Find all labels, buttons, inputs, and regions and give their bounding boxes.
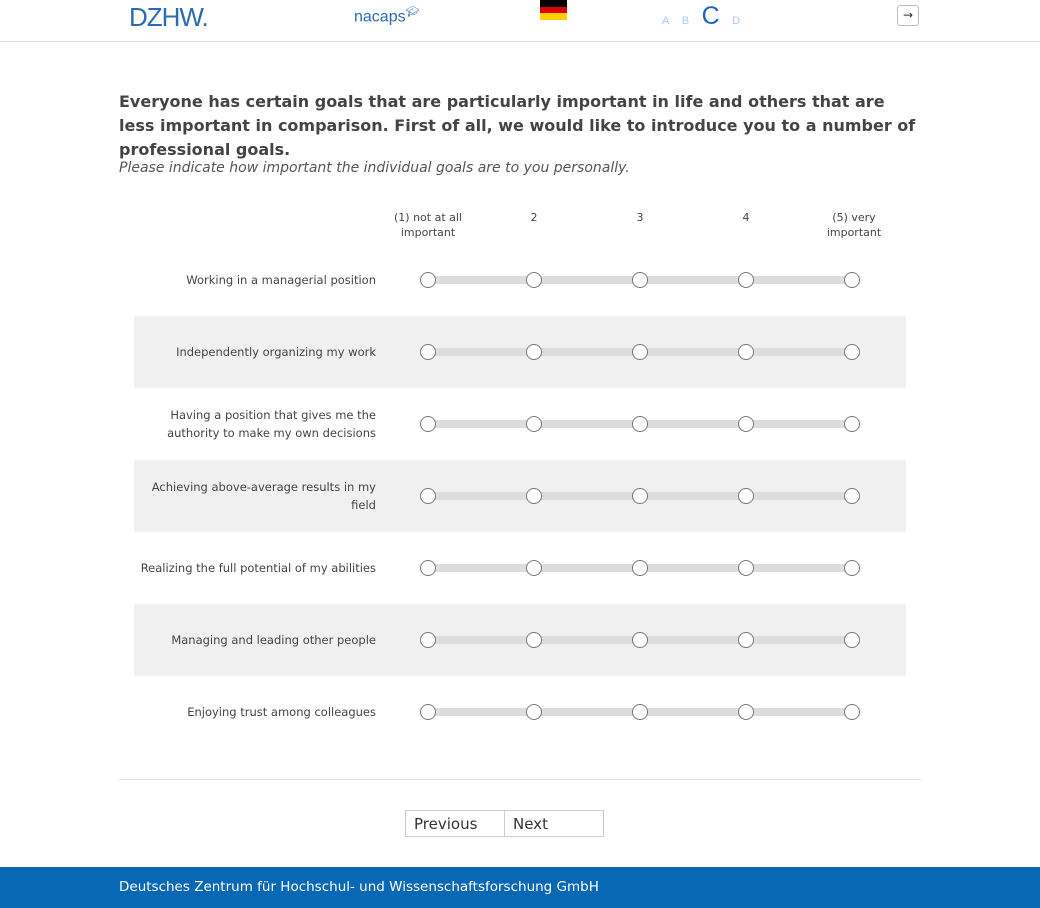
radio-option-1[interactable]	[420, 416, 436, 432]
scale-header-2: 2	[530, 211, 538, 224]
matrix-row	[134, 388, 906, 460]
german-flag-icon[interactable]	[540, 0, 567, 20]
radio-option-3[interactable]	[632, 560, 648, 576]
item-label-text: Managing and leading other people	[171, 633, 376, 647]
radio-option-5[interactable]	[844, 560, 860, 576]
radio-option-5[interactable]	[844, 632, 860, 648]
scale-header-3: 3	[636, 211, 644, 224]
font-size-selector	[662, 2, 748, 31]
matrix-row	[134, 676, 906, 748]
item-label-text: Enjoying trust among colleagues	[187, 705, 376, 719]
nacaps-logo	[354, 5, 420, 26]
radio-option-1[interactable]	[420, 272, 436, 288]
radio-option-4[interactable]	[738, 488, 754, 504]
radio-option-3[interactable]	[632, 344, 648, 360]
font-size-c[interactable]: C	[701, 2, 720, 30]
matrix-row	[134, 460, 906, 532]
question-text: Everyone has certain goals that are particularly important in life and others that are less important in comparison. First of all, we would like to introduce you to a number of professional goals.	[119, 92, 916, 159]
dzhw-logo: DZHW.	[129, 2, 208, 32]
radio-option-3[interactable]	[632, 704, 648, 720]
radio-option-1[interactable]	[420, 344, 436, 360]
instruction-text: Please indicate how important the individual goals are to you personally.	[119, 160, 630, 176]
scale-header-4: 4	[742, 211, 750, 224]
item-label	[136, 388, 376, 460]
radio-option-5[interactable]	[844, 344, 860, 360]
next-button[interactable]: Next	[504, 810, 604, 837]
radio-option-2[interactable]	[526, 560, 542, 576]
radio-option-4[interactable]	[738, 560, 754, 576]
radio-option-2[interactable]	[526, 344, 542, 360]
item-label	[136, 244, 376, 316]
radio-option-5[interactable]	[844, 704, 860, 720]
radio-option-1[interactable]	[420, 488, 436, 504]
footer	[0, 867, 1040, 908]
radio-option-3[interactable]	[632, 632, 648, 648]
logout-button[interactable]	[897, 5, 919, 26]
radio-option-3[interactable]	[632, 416, 648, 432]
item-label	[136, 316, 376, 388]
footer-text: Deutsches Zentrum für Hochschul- und Wissenschaftsforschung GmbH	[119, 879, 599, 895]
item-label-text: Achieving above-average results in my field	[151, 480, 376, 512]
radio-option-4[interactable]	[738, 344, 754, 360]
matrix-row	[134, 316, 906, 388]
radio-option-3[interactable]	[632, 488, 648, 504]
item-label-text: Independently organizing my work	[176, 345, 376, 359]
graduation-cap-icon: 🎓︎	[405, 6, 420, 18]
scale-header-1: (1) not at all important	[394, 211, 462, 239]
header	[0, 0, 1040, 42]
radio-option-4[interactable]	[738, 416, 754, 432]
radio-option-1[interactable]	[420, 560, 436, 576]
previous-button[interactable]: Previous	[405, 810, 505, 837]
item-label-text: Working in a managerial position	[186, 273, 376, 287]
radio-option-5[interactable]	[844, 488, 860, 504]
radio-option-2[interactable]	[526, 272, 542, 288]
item-label-text: Realizing the full potential of my abilities	[140, 561, 376, 575]
font-size-a[interactable]: A	[662, 15, 670, 27]
radio-option-4[interactable]	[738, 632, 754, 648]
item-label	[136, 604, 376, 676]
radio-option-2[interactable]	[526, 488, 542, 504]
matrix-row	[134, 532, 906, 604]
item-label	[136, 532, 376, 604]
scale-header-5: (5) very important	[826, 211, 882, 239]
radio-option-2[interactable]	[526, 704, 542, 720]
radio-option-2[interactable]	[526, 632, 542, 648]
item-label-text: Having a position that gives me the authority to make my own decisions	[167, 408, 376, 440]
logout-icon: →	[902, 8, 914, 22]
radio-option-1[interactable]	[420, 632, 436, 648]
font-size-d[interactable]: D	[732, 15, 741, 27]
nacaps-logo-text: nacaps	[354, 8, 406, 26]
matrix-row	[134, 604, 906, 676]
divider	[119, 779, 921, 780]
radio-option-2[interactable]	[526, 416, 542, 432]
radio-option-1[interactable]	[420, 704, 436, 720]
radio-option-3[interactable]	[632, 272, 648, 288]
radio-option-5[interactable]	[844, 272, 860, 288]
font-size-b[interactable]: B	[681, 15, 690, 27]
item-label	[136, 676, 376, 748]
radio-option-4[interactable]	[738, 704, 754, 720]
radio-option-4[interactable]	[738, 272, 754, 288]
matrix-row	[134, 244, 906, 316]
radio-option-5[interactable]	[844, 416, 860, 432]
item-label	[136, 460, 376, 532]
